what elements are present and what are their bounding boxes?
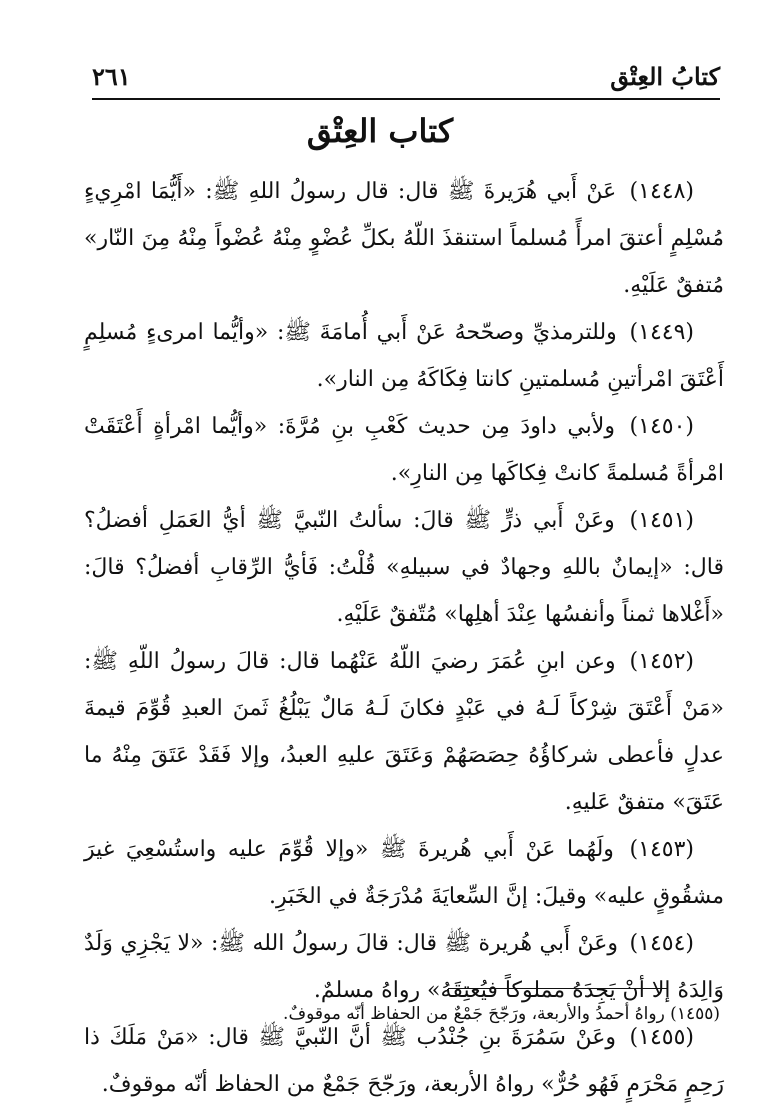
running-header	[92, 58, 720, 102]
hadith-text: ولَهُما عَنْ أَبي هُريرةَ ﷺ «وإلا قُوِّمَ عليه واستُسْعِيَ غيرَ مشقُوقٍ عليه» وقيلَ: إنَّ السِّعايَةَ مُدْرَجَةٌ في الخَبَرِ.	[84, 837, 724, 909]
hadith-1452	[84, 638, 724, 826]
hadith-number: (١٤٥٥)	[629, 1025, 694, 1050]
hadith-number: (١٤٤٨)	[629, 179, 694, 204]
hadith-list	[84, 168, 724, 1108]
hadith-text: وعَنْ أَبي ذرٍّ ﷺ قالَ: سألتُ النّبيَّ ﷺ أيُّ العَمَلِ أفضلُ؟ قال: «إيمانٌ باللهِ وجهادٌ في سبيلهِ» قُلْتُ: فَأيُّ الرِّقابِ أفضلُ؟ قالَ: «أَغْلاها ثمناً وأنفسُها عِنْدَ أهلِها» مُتّفقٌ عَلَيْهِ.	[84, 508, 724, 627]
hadith-text: وعن ابنِ عُمَرَ رضيَ اللّهُ عَنْهُما قال: قالَ رسولُ اللّهِ ﷺ: «مَنْ أَعْتَقَ شِرْكاً لَـهُ في عَبْدٍ فكانَ لَـهُ مَالٌ يَبْلُغُ ثَمنَ العبدِ قُوِّمَ قيمةَ عدلٍ فأعطى شركاؤُهُ حِصَصَهُمْ وَعَتَقَ عليهِ العبدُ، وإلا فَقَدْ عَتَقَ مِنْهُ ما عَتَقَ» متفقٌ عَليهِ.	[84, 649, 724, 815]
hadith-number: (١٤٤٩)	[629, 320, 694, 345]
running-header-title: كتابُ العِتْق	[610, 62, 720, 91]
hadith-1455	[84, 1014, 724, 1108]
hadith-number: (١٤٥٣)	[629, 837, 694, 862]
footnote-rule	[448, 988, 668, 989]
hadith-number: (١٤٥٢)	[629, 649, 694, 674]
hadith-1450	[84, 403, 724, 497]
hadith-1451	[84, 497, 724, 638]
chapter-title: كتاب العِتْق	[306, 112, 454, 150]
hadith-text: وعَنْ سَمُرَةَ بنِ جُنْدُب ﷺ أنَّ النّبيَّ ﷺ قال: «مَنْ مَلَكَ ذا رَحِمٍ مَحْرَمٍ فَهُو حُرٌّ» رواهُ الأربعة، ورَجّحَ جَمْعٌ من الحفاظ أنّه موقوفٌ.	[84, 1025, 724, 1097]
hadith-text: عَنْ أَبي هُرَيرةَ ﷺ قال: قال رسولُ اللهِ ﷺ: «أَيُّمَا امْرِيءٍ مُسْلِمٍ أعتقَ امرأً مُسلماً استنقذَ اللّهُ بكلِّ عُضْوٍ مِنْهُ عُضْواً مِنْهُ مِنَ النّار» مُتفقٌ عَلَيْهِ.	[84, 179, 724, 298]
header-rule	[92, 98, 720, 100]
footnote: (١٤٥٥) رواهُ أحمدُ والأربعة، ورَجّحَ جَمْعٌ من الحفاظ أنّه موقوفٌ.	[283, 1004, 720, 1024]
hadith-number: (١٤٥٠)	[629, 414, 694, 439]
hadith-1449	[84, 309, 724, 403]
hadith-text: ولأبي داودَ مِن حديث كَعْبِ بنِ مُرَّةَ: «وأيُّما امْرأةٍ أَعْتَقَتْ امْرأةً مُسلمةً كانتْ فِكاكَها مِن النارِ».	[84, 414, 724, 486]
hadith-number: (١٤٥٤)	[629, 931, 694, 956]
hadith-1448	[84, 168, 724, 309]
page-number: ٢٦١	[92, 62, 131, 91]
hadith-number: (١٤٥١)	[629, 508, 694, 533]
hadith-text: وعَنْ أَبي هُريرة ﷺ قال: قالَ رسولُ الله ﷺ: «لا يَجْزِي وَلَدٌ وَالِدَهُ إلا أنْ يَجِدَهُ مملوكاً فيُعتِقَهُ» رواهُ مسلمٌ.	[84, 931, 724, 1003]
hadith-1453	[84, 826, 724, 920]
hadith-text: وللترمذيِّ وصحّحهُ عَنْ أَبي أُمامَةَ ﷺ: «وأيُّما امرىءٍ مُسلِمٍ أَعْتَقَ امْرأتينِ مُسلمتينِ كانتا فِكَاكَهُ مِن النار».	[84, 320, 724, 392]
